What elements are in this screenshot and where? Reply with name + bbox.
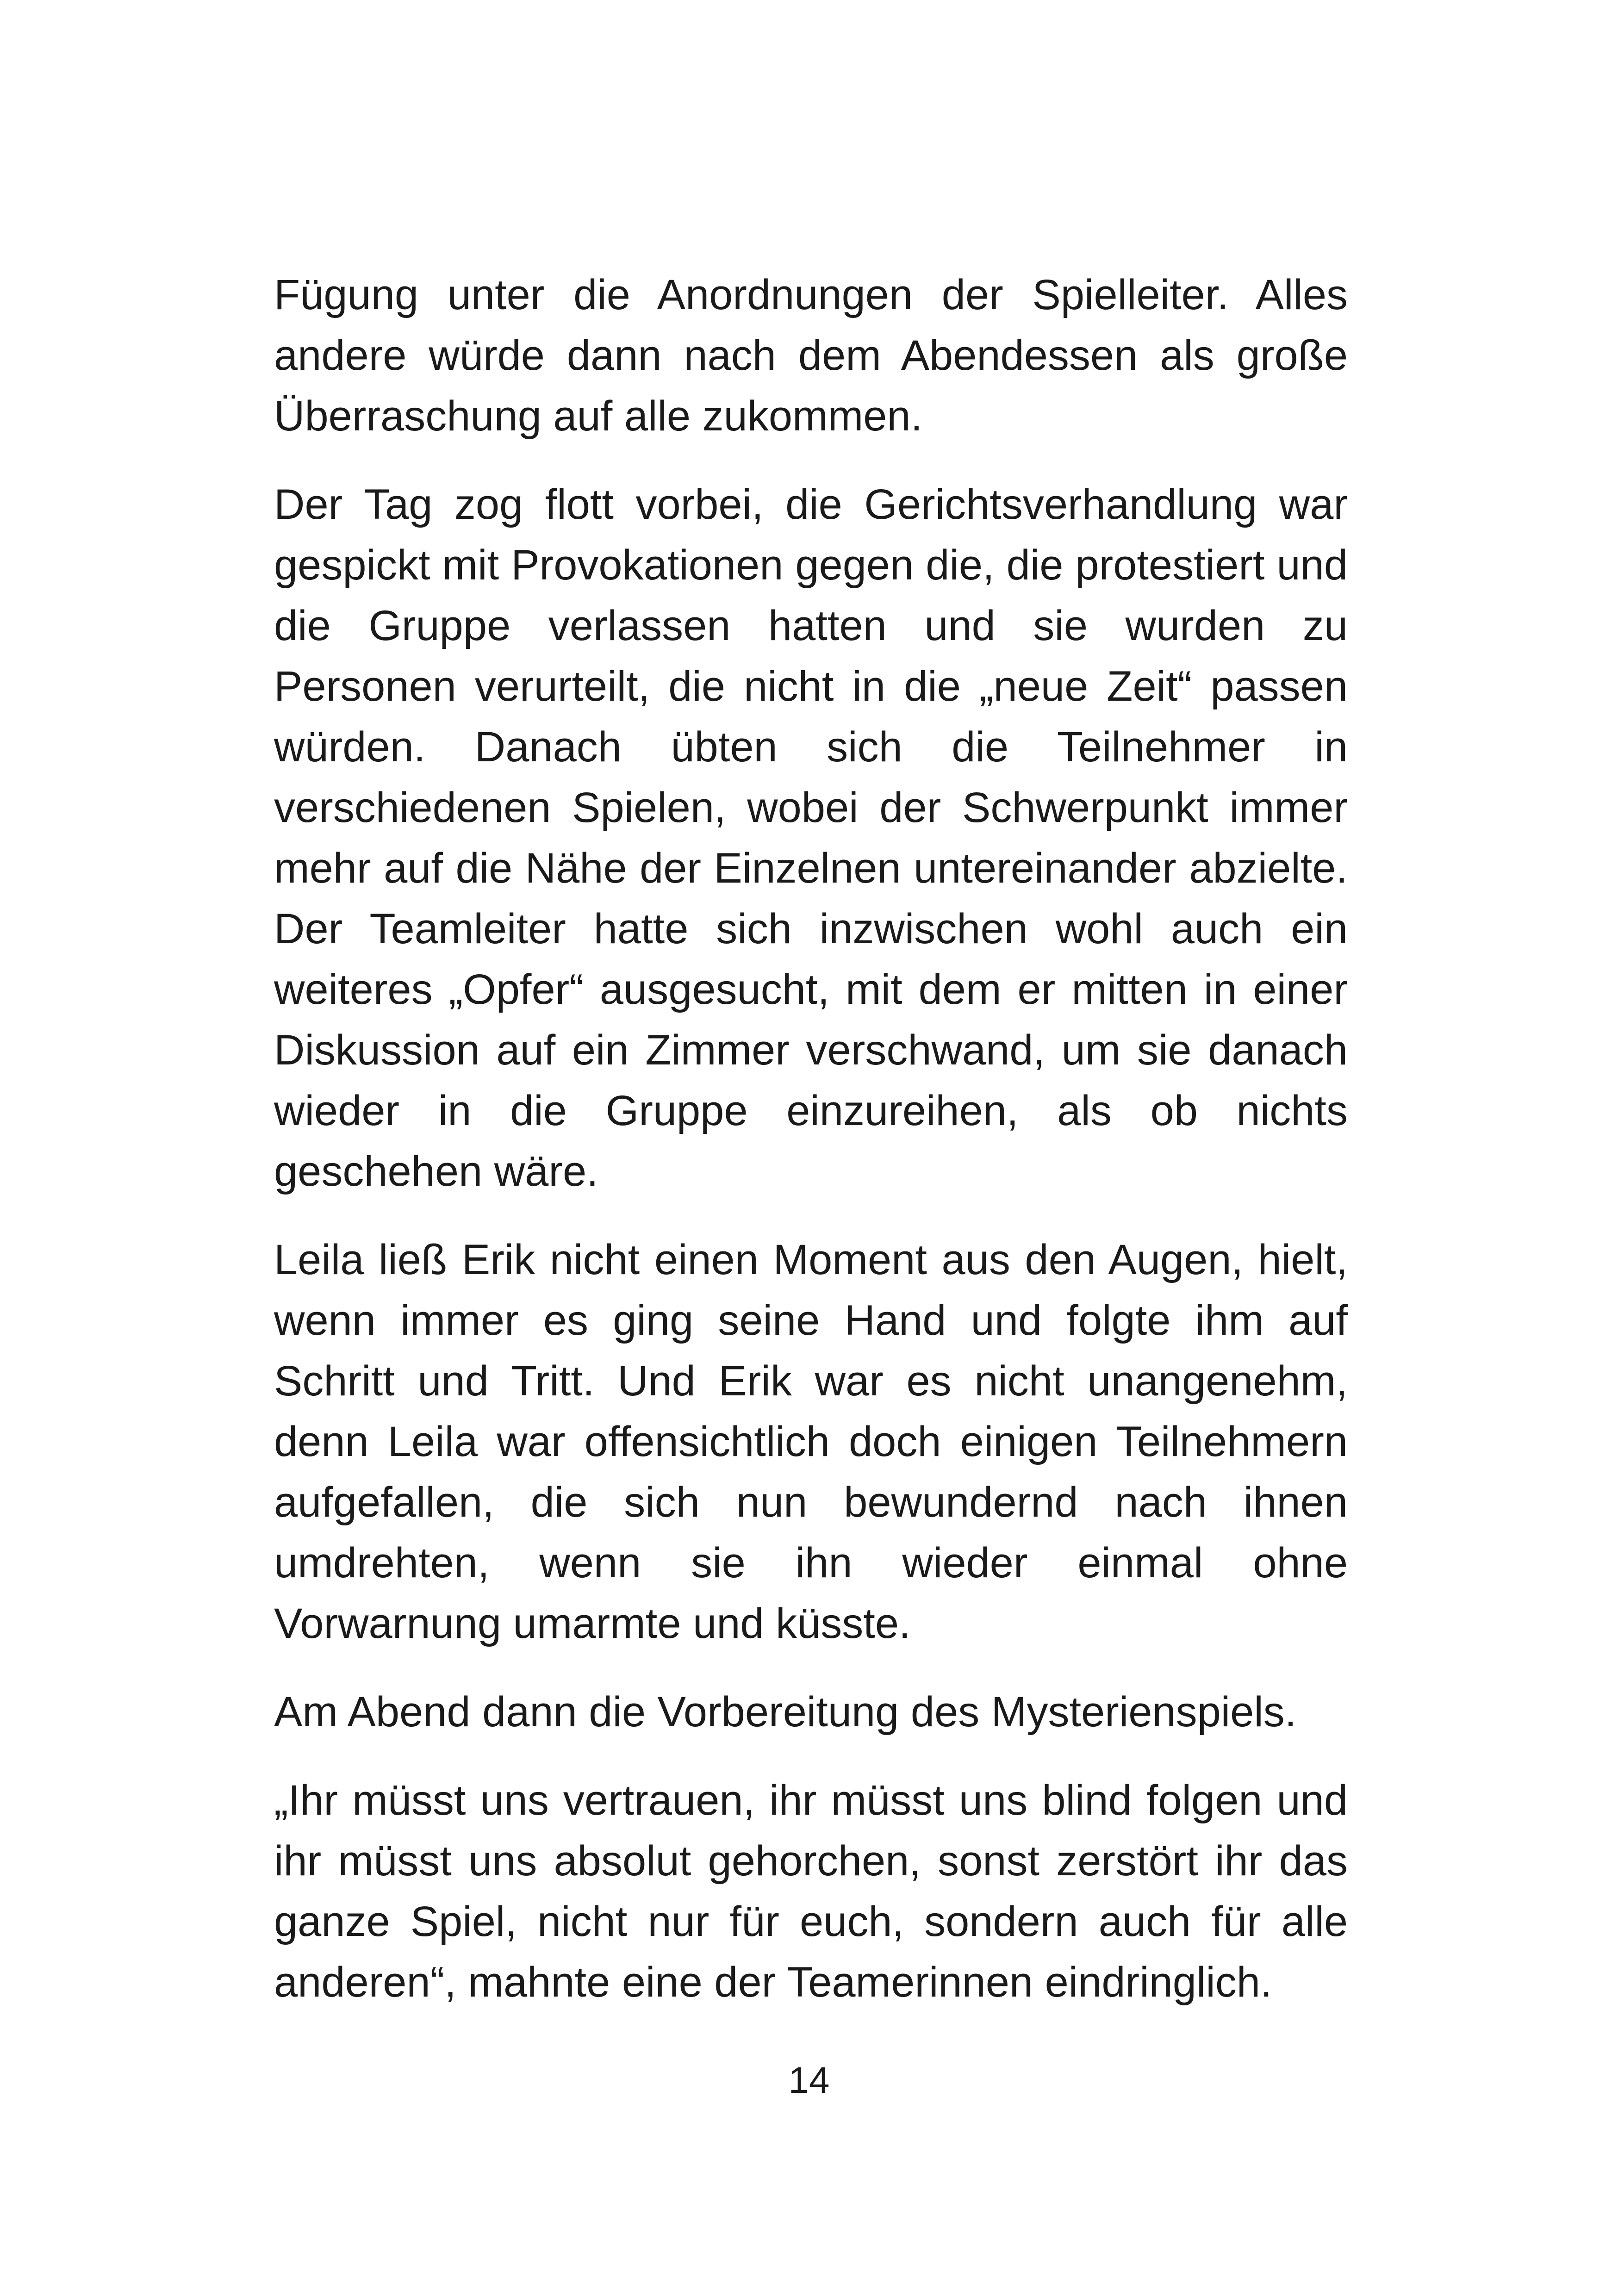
page-number: 14 bbox=[788, 2060, 830, 2101]
paragraph-5: „Ihr müsst uns vertrauen, ihr müsst uns blind folgen und ihr müsst uns absolut gehorchen, sonst zerstört ihr das ganze Spiel, nicht nur für euch, sondern auch für alle anderen“, mahnte eine der Teamerinnen eindringlich. bbox=[274, 1777, 1348, 2006]
paragraph-4: Am Abend dann die Vorbereitung des Mysterienspiels. bbox=[274, 1688, 1297, 1736]
paragraph-1: Fügung unter die Anordnungen der Spielleiter. Alles andere würde dann nach dem Abendessen als große Überraschung auf alle zukommen. bbox=[274, 271, 1348, 440]
paragraph-2: Der Tag zog flott vorbei, die Gerichtsverhandlung war gespickt mit Provokationen gegen die, die protestiert und die Gruppe verlassen hatten und sie wurden zu Personen verurteilt, die nicht in die „neue Zeit“ passen würden. Danach übten sich die Teilnehmer in verschiedenen Spielen, wobei der Schwerpunkt immer mehr auf die Nähe der Einzelnen untereinander abzielte. Der Teamleiter hatte sich inzwischen wohl auch ein weiteres „Opfer“ ausgesucht, mit dem er mitten in einer Diskussion auf ein Zimmer verschwand, um sie danach wieder in die Gruppe einzureihen, als ob nichts geschehen wäre. bbox=[274, 481, 1348, 1195]
body-text bbox=[274, 265, 1348, 2013]
paragraph-3: Leila ließ Erik nicht einen Moment aus den Augen, hielt, wenn immer es ging seine Hand und folgte ihm auf Schritt und Tritt. Und Erik war es nicht unangenehm, denn Leila war offensichtlich doch einigen Teilnehmern aufgefallen, die sich nun bewundernd nach ihnen umdrehten, wenn sie ihn wieder einmal ohne Vorwarnung umarmte und küsste. bbox=[274, 1236, 1348, 1647]
